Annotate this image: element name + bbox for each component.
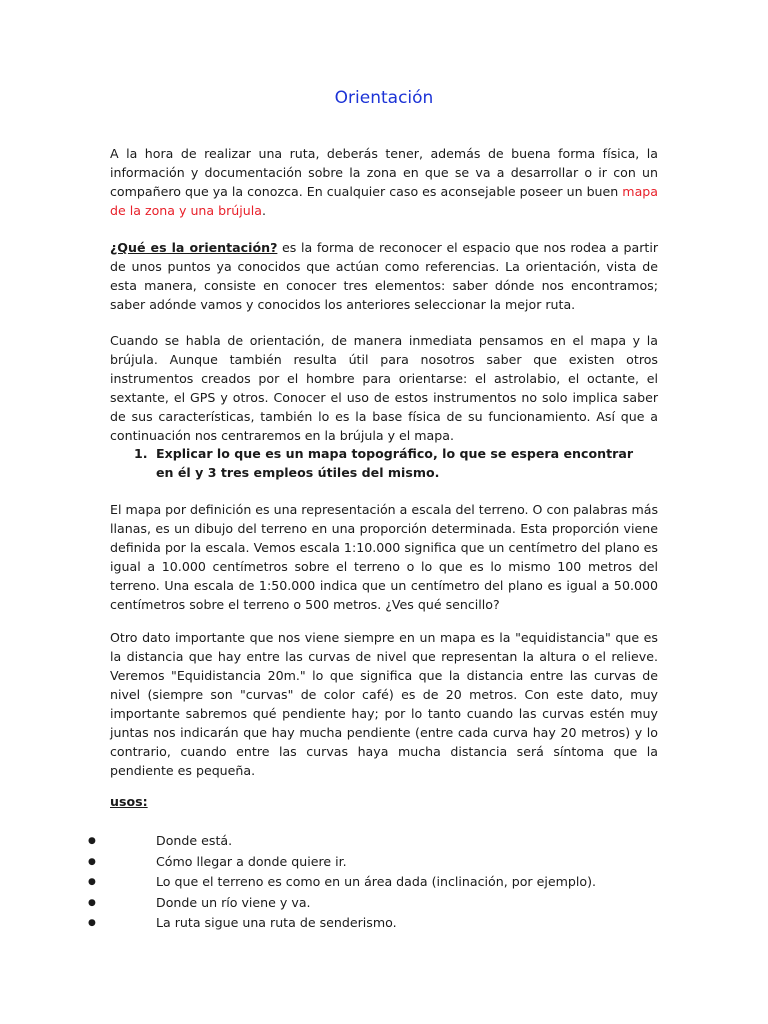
numbered-list [134,444,654,482]
definition-text: es la forma de reconocer el espacio que nos rodea a partir de unos puntos ya conocidos que actúan como referencias. La orientación, vista de esta manera, consiste en conocer tres elementos: saber dónde nos encontramos; saber adónde vamos y conocidos los anteriores seleccionar la mejor ruta. [110,240,658,312]
bullet-icon: ● [88,918,96,929]
list-item-text: La ruta sigue una ruta de senderismo. [156,915,397,931]
list-item-text: Lo que el terreno es como en un área dada (inclinación, por ejemplo). [156,874,596,890]
page-title: Orientación [334,88,434,108]
item-text: Explicar lo que es un mapa topográfico, lo que se espera encontrar en él y 3 tres empleos útiles del mismo. [156,446,634,480]
uses-list [88,831,688,934]
bullet-icon: ● [88,897,96,908]
list-item-text: Cómo llegar a donde quiere ir. [156,853,347,869]
usos-heading: usos: [110,794,148,809]
list-item [88,852,688,873]
numbered-item [134,444,654,482]
list-item [88,913,688,934]
bullet-icon: ● [88,856,96,867]
list-item [88,893,688,914]
definition-question: ¿Qué es la orientación? [110,240,278,255]
instruments-paragraph: Cuando se habla de orientación, de manera inmediata pensamos en el mapa y la brújula. Aunque también resulta útil para nosotros saber que existen otros instrumentos creados por el hombre para orientarse: el astrolabio, el octante, el sextante, el GPS y otros. Conocer el uso de estos instrumentos no solo implica saber de sus características, también lo es la base física de su funcionamiento. Así que a continuación nos centraremos en la brújula y el mapa. [110,333,658,443]
equidistance-paragraph: Otro dato importante que nos viene siempre en un mapa es la "equidistancia" que es la distancia que hay entre las curvas de nivel que representan la altura o el relieve. Veremos "Equidistancia 20m." lo que significa que la distancia entre las curvas de nivel (siempre son "curvas" de color café) es de 20 metros. Con este dato, muy importante sabremos qué pendiente hay; por lo tanto cuando las curvas estén muy juntas nos indicarán que hay mucha pendiente (entre cada curva hay 20 metros) y lo contrario, cuando entre las curvas haya mucha distancia será síntoma que la pendiente es pequeña. [110,630,658,778]
list-item-text: Donde un río viene y va. [156,894,311,910]
list-item-text: Donde está. [156,833,233,848]
item-number: 1. [134,446,148,461]
intro-text: A la hora de realizar una ruta, deberás tener, además de buena forma física, la información y documentación sobre la zona en que se va a desarrollar o ir con un compañero que ya la conozca. En cualquier caso es aconsejable poseer un buen [110,146,658,199]
bullet-icon: ● [88,836,96,846]
map-definition-paragraph: El mapa por definición es una representación a escala del terreno. O con palabras más llanas, es un dibujo del terreno en una proporción determinada. Esta proporción viene definida por la escala. Vemos escala 1:10.000 significa que un centímetro del plano es igual a 10.000 centímetros sobre el terreno o lo que es lo mismo 100 metros del terreno. Una escala de 1:50.000 indica que un centímetro del plano es igual a 50.000 centímetros sobre el terreno o 500 metros. ¿Ves qué sencillo? [110,502,659,612]
definition-paragraph [110,238,658,314]
intro-paragraph [110,144,658,220]
list-item [88,872,688,893]
bullet-icon: ● [88,877,96,888]
intro-highlight: mapa de la zona y una brújula [110,184,658,218]
list-item [88,831,688,852]
intro-end: . [261,203,266,218]
